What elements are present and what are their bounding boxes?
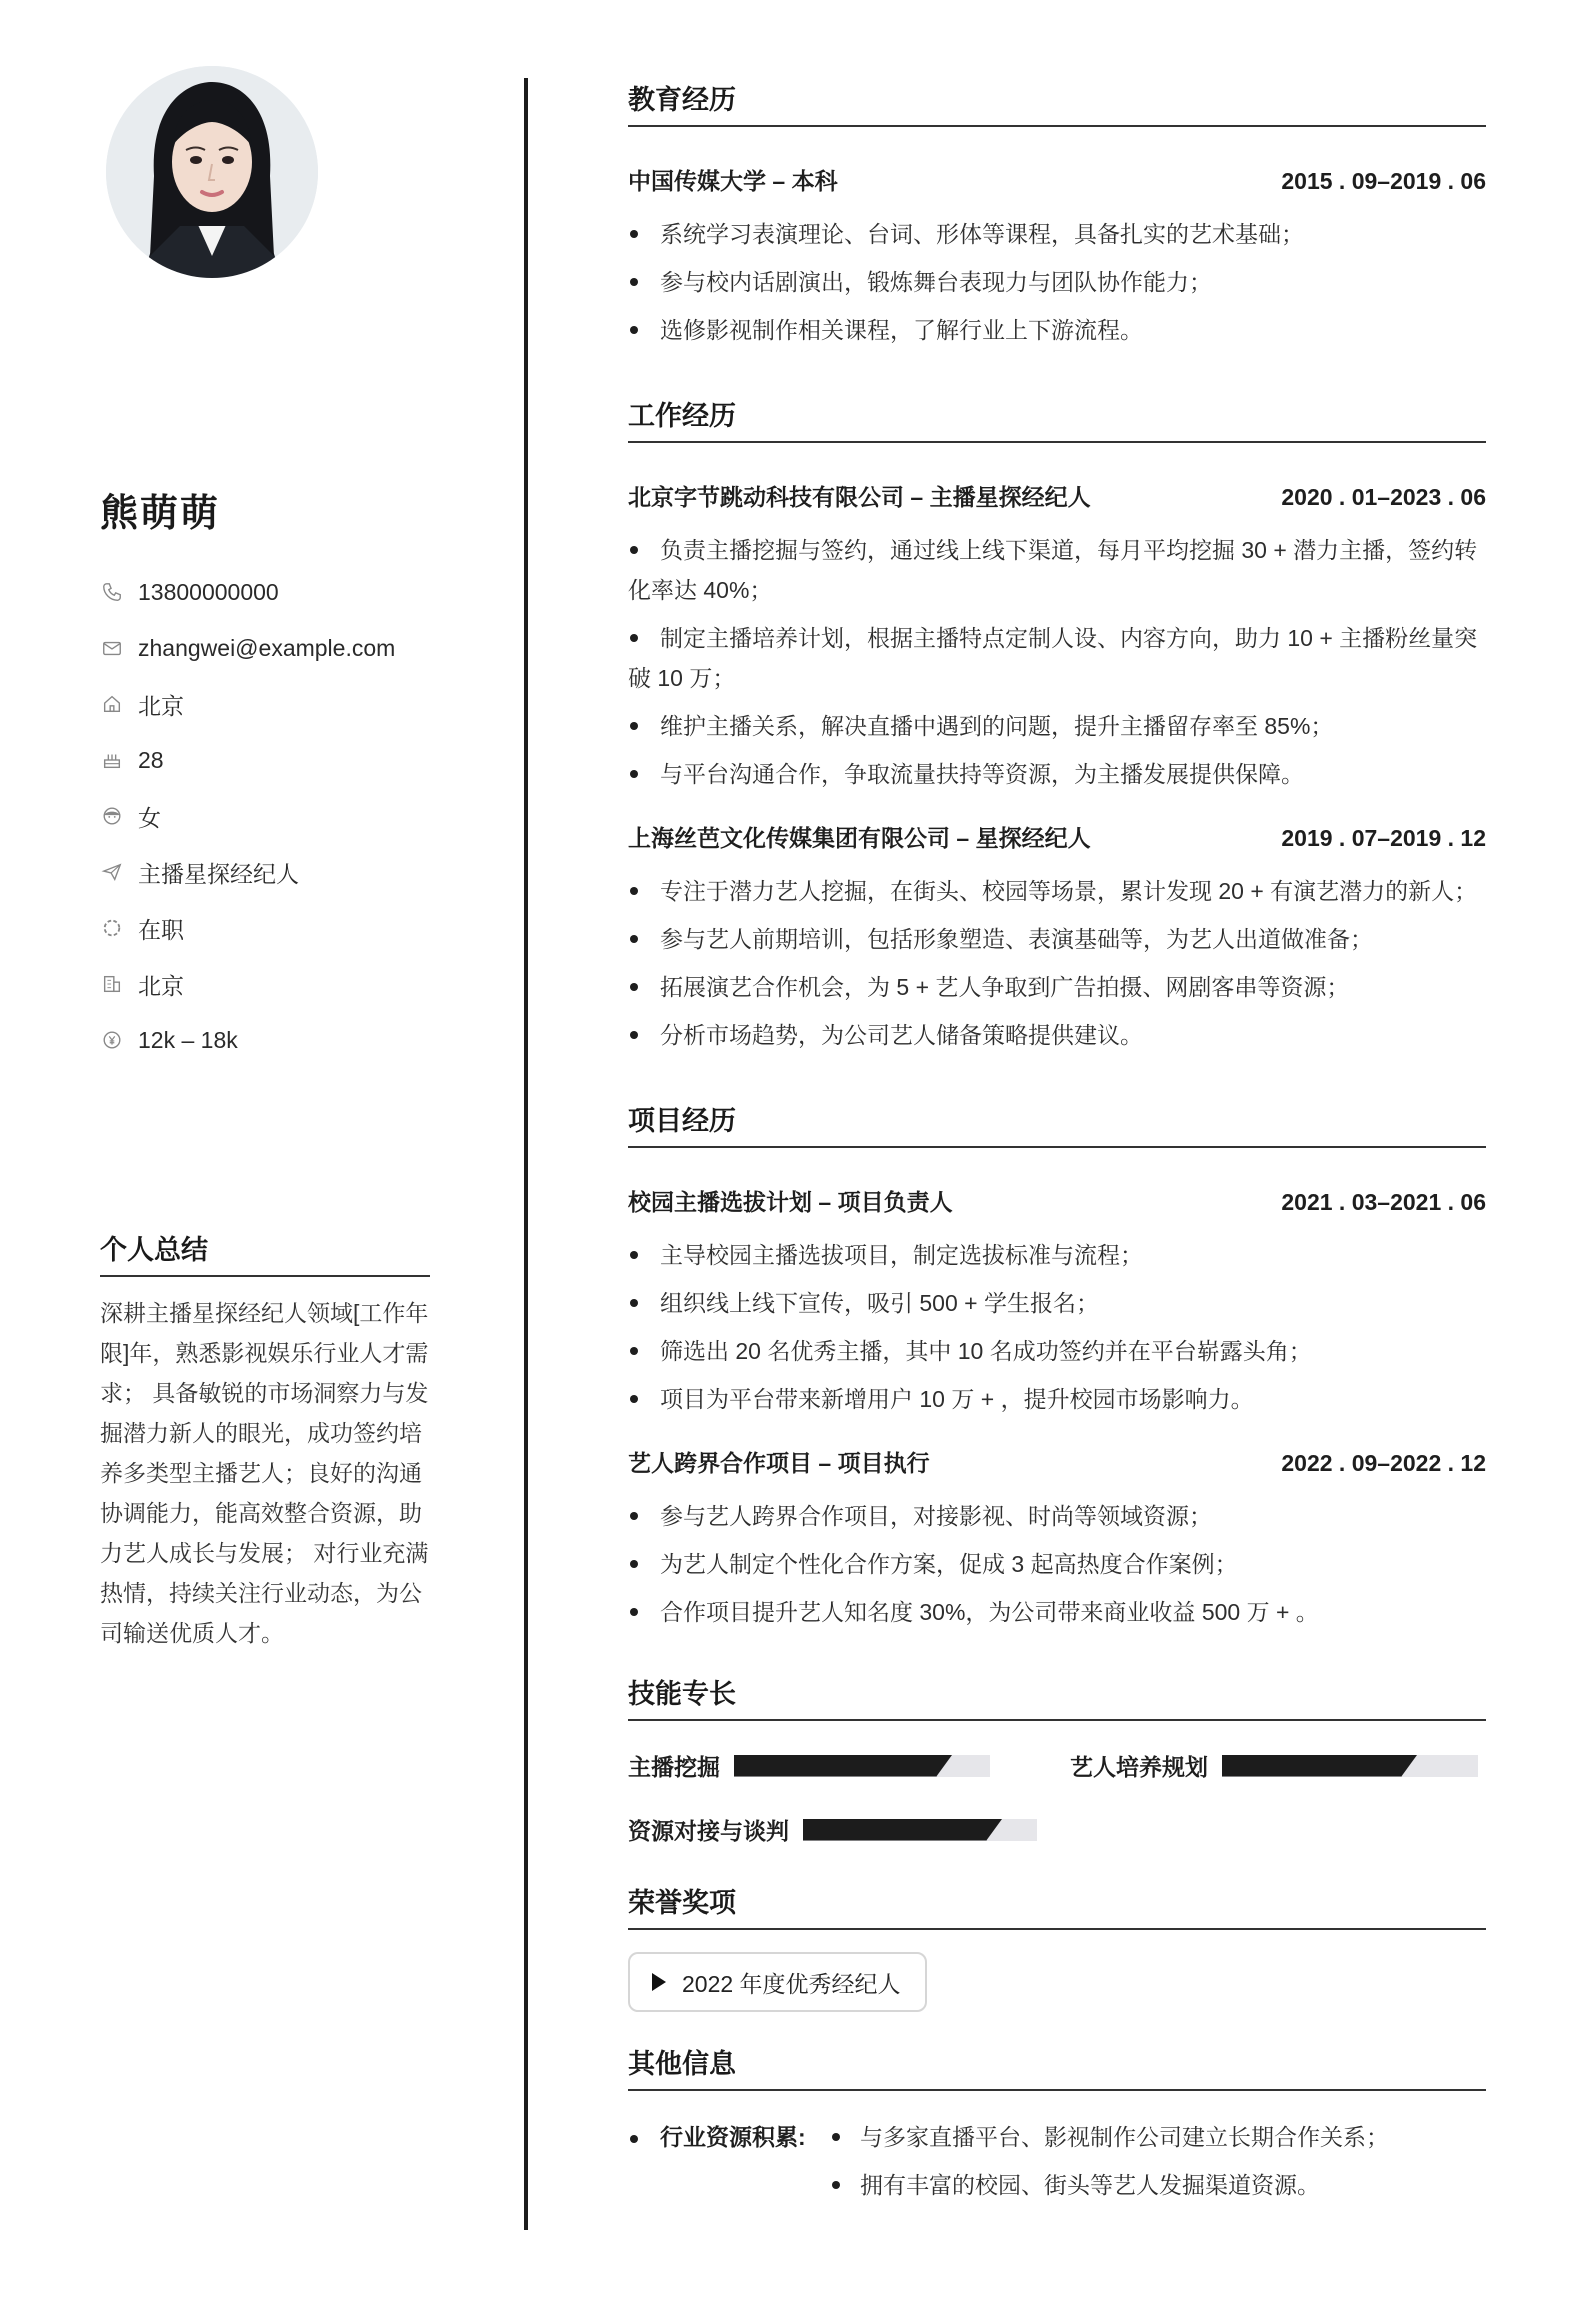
project-entry-head [628, 1445, 1486, 1478]
list-item: 选修影视制作相关课程，了解行业上下游流程。 [628, 310, 1486, 350]
project-entry-dates: 2021 . 03–2021 . 06 [1281, 1189, 1486, 1215]
play-icon [652, 1973, 666, 1991]
list-item: 维护主播关系，解决直播中遇到的问题，提升主播留存率至 85%； [628, 706, 1486, 746]
work-bullets [628, 530, 1486, 794]
skill-bar-fill-edge [986, 1819, 1002, 1841]
status-value: 在职 [138, 916, 184, 943]
other-title: 其他信息 [628, 2042, 1486, 2091]
work-entry-heading: 上海丝芭文化传媒集团有限公司 – 星探经纪人 [628, 825, 1091, 851]
right-column [628, 78, 1486, 2213]
list-item: 制定主播培养计划，根据主播特点定制人设、内容方向，助力 10 + 主播粉丝量突破 10 万； [628, 618, 1486, 698]
info-email [100, 620, 430, 676]
work-entry-heading: 北京字节跳动科技有限公司 – 主播星探经纪人 [628, 484, 1091, 510]
skill-bar-fill [734, 1755, 936, 1777]
education-section [628, 78, 1486, 350]
summary-title: 个人总结 [100, 1228, 430, 1277]
other-items [828, 2117, 1389, 2213]
skill-bar [734, 1755, 990, 1777]
age-value: 28 [138, 746, 164, 773]
list-item: 专注于潜力艺人挖掘，在街头、校园等场景，累计发现 20 + 有演艺潜力的新人； [628, 871, 1486, 911]
position-value: 主播星探经纪人 [138, 860, 299, 887]
contact-info [100, 564, 430, 1068]
project-entry-head [628, 1184, 1486, 1217]
skills-section [628, 1672, 1486, 1869]
education-entry-dates: 2015 . 09–2019 . 06 [1281, 168, 1486, 194]
cake-icon [100, 748, 124, 772]
work-city-value: 北京 [138, 972, 184, 999]
skill-bar-fill-edge [1401, 1755, 1417, 1777]
other-label: 行业资源积累: [628, 2117, 828, 2213]
education-entry-heading: 中国传媒大学 – 本科 [628, 168, 838, 194]
education-entry-head [628, 163, 1486, 196]
list-item: 合作项目提升艺人知名度 30%，为公司带来商业收益 500 万 + 。 [628, 1592, 1486, 1632]
list-item: 组织线上线下宣传，吸引 500 + 学生报名； [628, 1283, 1486, 1323]
list-item: 拥有丰富的校园、街头等艺人发掘渠道资源。 [828, 2165, 1389, 2205]
skill-bar-fill [803, 1819, 986, 1841]
info-phone [100, 564, 430, 620]
skill-label: 艺人培养规划 [1070, 1754, 1208, 1780]
list-item: 参与校内话剧演出，锻炼舞台表现力与团队协作能力； [628, 262, 1486, 302]
personal-summary [100, 1228, 430, 1653]
other-section [628, 2042, 1486, 2213]
face-icon [100, 804, 124, 828]
list-item: 项目为平台带来新增用户 10 万 + ，提升校园市场影响力。 [628, 1379, 1486, 1419]
honors-title: 荣誉奖项 [628, 1881, 1486, 1930]
city-value: 北京 [138, 692, 184, 719]
yuan-icon [100, 1028, 124, 1052]
info-gender [100, 788, 430, 844]
project-bullets [628, 1235, 1486, 1419]
work-entry-head [628, 479, 1486, 512]
work-entry-head [628, 820, 1486, 853]
work-bullets [628, 871, 1486, 1055]
list-item: 系统学习表演理论、台词、形体等课程，具备扎实的艺术基础； [628, 214, 1486, 254]
phone-icon [100, 580, 124, 604]
salary-value: 12k – 18k [138, 1026, 238, 1053]
status-icon [100, 916, 124, 940]
education-bullets [628, 214, 1486, 350]
avatar [106, 66, 318, 278]
other-row [628, 2117, 1486, 2213]
info-work-city [100, 956, 430, 1012]
info-position [100, 844, 430, 900]
list-item: 与多家直播平台、影视制作公司建立长期合作关系； [828, 2117, 1389, 2157]
work-section [628, 394, 1486, 1055]
project-entry-dates: 2022 . 09–2022 . 12 [1281, 1450, 1486, 1476]
email-value: zhangwei@example.com [138, 634, 396, 661]
skill-item [628, 1813, 1037, 1846]
education-title: 教育经历 [628, 78, 1486, 127]
work-entry-dates: 2020 . 01–2023 . 06 [1281, 484, 1486, 510]
award-label: 2022 年度优秀经纪人 [682, 1970, 901, 1997]
list-item: 负责主播挖掘与签约，通过线上线下渠道，每月平均挖掘 30 + 潜力主播，签约转化率达 40%； [628, 530, 1486, 610]
skill-item [628, 1749, 990, 1782]
project-entry-heading: 校园主播选拔计划 – 项目负责人 [628, 1189, 953, 1215]
mail-icon [100, 636, 124, 660]
honors-section [628, 1881, 1486, 2012]
info-status [100, 900, 430, 956]
skills-title: 技能专长 [628, 1672, 1486, 1721]
phone-value: 13800000000 [138, 578, 279, 605]
summary-text: 深耕主播星探经纪人领域[工作年限]年，熟悉影视娱乐行业人才需求； 具备敏锐的市场洞察力与发掘潜力新人的眼光，成功签约培养多类型主播艺人；良好的沟通协调能力，能高效整合资源，助力艺人成长与发展； 对行业充满热情，持续关注行业动态，为公司输送优质人才。 [100, 1300, 429, 1646]
project-bullets [628, 1496, 1486, 1632]
gender-value: 女 [138, 804, 161, 831]
list-item: 拓展演艺合作机会，为 5 + 艺人争取到广告拍摄、网剧客串等资源； [628, 967, 1486, 1007]
list-item: 主导校园主播选拔项目，制定选拔标准与流程； [628, 1235, 1486, 1275]
projects-title: 项目经历 [628, 1099, 1486, 1148]
project-entry-heading: 艺人跨界合作项目 – 项目执行 [628, 1450, 930, 1476]
list-item: 分析市场趋势，为公司艺人储备策略提供建议。 [628, 1015, 1486, 1055]
skill-bar-fill-edge [936, 1755, 952, 1777]
info-city [100, 676, 430, 732]
column-divider [524, 78, 528, 2230]
skill-bar [803, 1819, 1037, 1841]
list-item: 参与艺人跨界合作项目，对接影视、时尚等领域资源； [628, 1496, 1486, 1536]
list-item: 为艺人制定个性化合作方案，促成 3 起高热度合作案例； [628, 1544, 1486, 1584]
candidate-name: 熊萌萌 [100, 493, 221, 535]
work-title: 工作经历 [628, 394, 1486, 443]
send-icon [100, 860, 124, 884]
skill-bar-fill [1222, 1755, 1401, 1777]
home-icon [100, 692, 124, 716]
skills-list [628, 1749, 1486, 1869]
skill-item [1070, 1749, 1478, 1782]
projects-section [628, 1099, 1486, 1632]
list-item: 参与艺人前期培训，包括形象塑造、表演基础等，为艺人出道做准备； [628, 919, 1486, 959]
list-item: 筛选出 20 名优秀主播，其中 10 名成功签约并在平台崭露头角； [628, 1331, 1486, 1371]
work-entry-dates: 2019 . 07–2019 . 12 [1281, 825, 1486, 851]
building-icon [100, 972, 124, 996]
award-tag [628, 1952, 927, 2012]
info-age [100, 732, 430, 788]
info-salary [100, 1012, 430, 1068]
skill-label: 资源对接与谈判 [628, 1818, 789, 1844]
list-item: 与平台沟通合作，争取流量扶持等资源，为主播发展提供保障。 [628, 754, 1486, 794]
skill-bar [1222, 1755, 1478, 1777]
skill-label: 主播挖掘 [628, 1754, 720, 1780]
